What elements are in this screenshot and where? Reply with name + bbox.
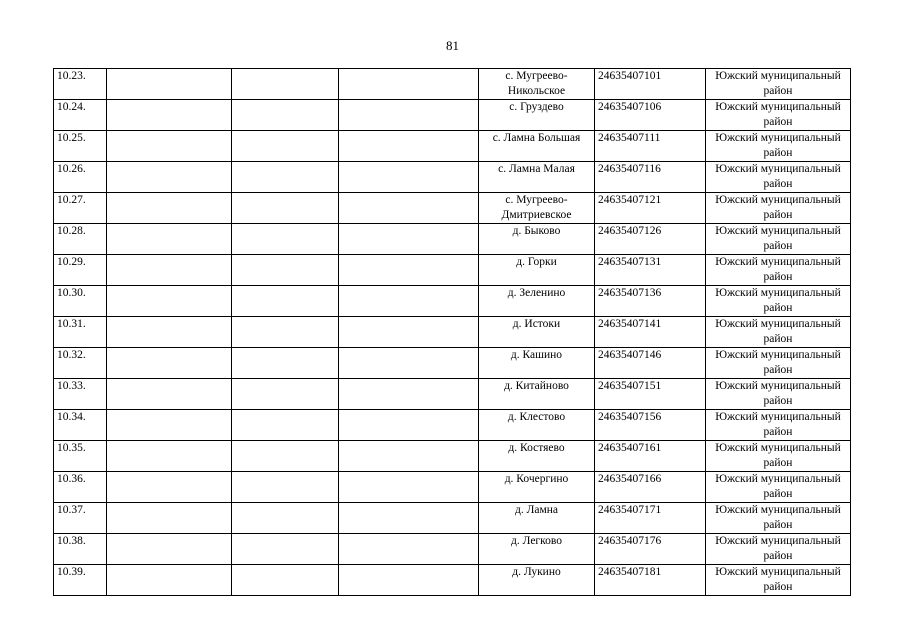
table-row	[54, 410, 851, 441]
row-number-cell: 10.33.	[54, 379, 107, 410]
empty-cell	[339, 348, 479, 379]
empty-cell	[107, 286, 232, 317]
table-row	[54, 286, 851, 317]
district-cell: Южский муниципальный район	[706, 565, 851, 596]
oktmo-code-cell: 24635407151	[595, 379, 706, 410]
district-cell: Южский муниципальный район	[706, 224, 851, 255]
empty-cell	[107, 348, 232, 379]
empty-cell	[339, 441, 479, 472]
settlement-name-cell: д. Истоки	[479, 317, 595, 348]
empty-cell	[232, 286, 339, 317]
district-cell: Южский муниципальный район	[706, 255, 851, 286]
oktmo-code-cell: 24635407141	[595, 317, 706, 348]
district-cell: Южский муниципальный район	[706, 534, 851, 565]
table-row	[54, 193, 851, 224]
oktmo-code-cell: 24635407106	[595, 100, 706, 131]
empty-cell	[232, 503, 339, 534]
district-cell: Южский муниципальный район	[706, 441, 851, 472]
empty-cell	[339, 317, 479, 348]
settlement-name-cell: д. Клестово	[479, 410, 595, 441]
table-row	[54, 100, 851, 131]
empty-cell	[107, 193, 232, 224]
row-number-cell: 10.37.	[54, 503, 107, 534]
empty-cell	[107, 379, 232, 410]
district-cell: Южский муниципальный район	[706, 131, 851, 162]
empty-cell	[339, 472, 479, 503]
empty-cell	[339, 565, 479, 596]
empty-cell	[339, 255, 479, 286]
row-number-cell: 10.29.	[54, 255, 107, 286]
empty-cell	[232, 69, 339, 100]
district-cell: Южский муниципальный район	[706, 410, 851, 441]
table-row	[54, 441, 851, 472]
oktmo-code-cell: 24635407156	[595, 410, 706, 441]
settlement-name-cell: д. Костяево	[479, 441, 595, 472]
table-row	[54, 131, 851, 162]
table-row	[54, 255, 851, 286]
district-cell: Южский муниципальный район	[706, 162, 851, 193]
empty-cell	[339, 224, 479, 255]
empty-cell	[232, 565, 339, 596]
empty-cell	[339, 193, 479, 224]
table-body	[54, 69, 851, 596]
empty-cell	[107, 255, 232, 286]
oktmo-code-cell: 24635407176	[595, 534, 706, 565]
empty-cell	[232, 348, 339, 379]
district-cell: Южский муниципальный район	[706, 100, 851, 131]
empty-cell	[107, 317, 232, 348]
row-number-cell: 10.39.	[54, 565, 107, 596]
empty-cell	[232, 379, 339, 410]
empty-cell	[107, 162, 232, 193]
district-cell: Южский муниципальный район	[706, 286, 851, 317]
row-number-cell: 10.24.	[54, 100, 107, 131]
empty-cell	[339, 379, 479, 410]
oktmo-code-cell: 24635407166	[595, 472, 706, 503]
empty-cell	[339, 410, 479, 441]
row-number-cell: 10.32.	[54, 348, 107, 379]
empty-cell	[232, 100, 339, 131]
empty-cell	[232, 224, 339, 255]
empty-cell	[107, 472, 232, 503]
empty-cell	[107, 224, 232, 255]
district-cell: Южский муниципальный район	[706, 379, 851, 410]
table-row	[54, 472, 851, 503]
district-cell: Южский муниципальный район	[706, 193, 851, 224]
settlement-name-cell: д. Китайново	[479, 379, 595, 410]
empty-cell	[107, 131, 232, 162]
oktmo-code-cell: 24635407161	[595, 441, 706, 472]
empty-cell	[232, 534, 339, 565]
row-number-cell: 10.34.	[54, 410, 107, 441]
table-row	[54, 565, 851, 596]
row-number-cell: 10.36.	[54, 472, 107, 503]
empty-cell	[232, 255, 339, 286]
empty-cell	[339, 131, 479, 162]
table-row	[54, 534, 851, 565]
oktmo-code-cell: 24635407101	[595, 69, 706, 100]
empty-cell	[339, 100, 479, 131]
empty-cell	[339, 286, 479, 317]
settlement-name-cell: д. Ламна	[479, 503, 595, 534]
oktmo-code-cell: 24635407116	[595, 162, 706, 193]
settlement-name-cell: с. Мугреево-Дмитриевское	[479, 193, 595, 224]
row-number-cell: 10.26.	[54, 162, 107, 193]
empty-cell	[107, 534, 232, 565]
settlement-name-cell: с. Мугреево-Никольское	[479, 69, 595, 100]
empty-cell	[232, 472, 339, 503]
oktmo-code-cell: 24635407146	[595, 348, 706, 379]
row-number-cell: 10.28.	[54, 224, 107, 255]
table-row	[54, 69, 851, 100]
table-row	[54, 224, 851, 255]
oktmo-code-cell: 24635407131	[595, 255, 706, 286]
table-row	[54, 317, 851, 348]
district-cell: Южский муниципальный район	[706, 317, 851, 348]
oktmo-code-cell: 24635407171	[595, 503, 706, 534]
table-row	[54, 503, 851, 534]
row-number-cell: 10.31.	[54, 317, 107, 348]
empty-cell	[339, 162, 479, 193]
oktmo-code-cell: 24635407126	[595, 224, 706, 255]
oktmo-code-cell: 24635407121	[595, 193, 706, 224]
empty-cell	[339, 503, 479, 534]
settlement-name-cell: с. Груздево	[479, 100, 595, 131]
empty-cell	[232, 410, 339, 441]
settlement-name-cell: д. Кочергино	[479, 472, 595, 503]
row-number-cell: 10.38.	[54, 534, 107, 565]
district-cell: Южский муниципальный район	[706, 69, 851, 100]
settlement-name-cell: д. Быково	[479, 224, 595, 255]
oktmo-code-cell: 24635407136	[595, 286, 706, 317]
settlement-name-cell: д. Горки	[479, 255, 595, 286]
empty-cell	[107, 565, 232, 596]
settlement-name-cell: д. Легково	[479, 534, 595, 565]
row-number-cell: 10.30.	[54, 286, 107, 317]
empty-cell	[232, 193, 339, 224]
table-row	[54, 379, 851, 410]
settlement-name-cell: с. Ламна Малая	[479, 162, 595, 193]
settlement-name-cell: с. Ламна Большая	[479, 131, 595, 162]
empty-cell	[232, 162, 339, 193]
empty-cell	[232, 131, 339, 162]
row-number-cell: 10.35.	[54, 441, 107, 472]
empty-cell	[107, 410, 232, 441]
oktmo-code-cell: 24635407111	[595, 131, 706, 162]
settlement-name-cell: д. Лукино	[479, 565, 595, 596]
empty-cell	[232, 317, 339, 348]
empty-cell	[107, 441, 232, 472]
settlement-name-cell: д. Зеленино	[479, 286, 595, 317]
table-row	[54, 162, 851, 193]
row-number-cell: 10.25.	[54, 131, 107, 162]
page-number: 81	[446, 38, 459, 53]
district-cell: Южский муниципальный район	[706, 503, 851, 534]
row-number-cell: 10.23.	[54, 69, 107, 100]
settlement-name-cell: д. Кашино	[479, 348, 595, 379]
district-cell: Южский муниципальный район	[706, 472, 851, 503]
table-row	[54, 348, 851, 379]
settlements-table	[53, 68, 851, 596]
oktmo-code-cell: 24635407181	[595, 565, 706, 596]
empty-cell	[107, 503, 232, 534]
district-cell: Южский муниципальный район	[706, 348, 851, 379]
empty-cell	[339, 534, 479, 565]
empty-cell	[107, 69, 232, 100]
empty-cell	[232, 441, 339, 472]
empty-cell	[339, 69, 479, 100]
empty-cell	[107, 100, 232, 131]
row-number-cell: 10.27.	[54, 193, 107, 224]
